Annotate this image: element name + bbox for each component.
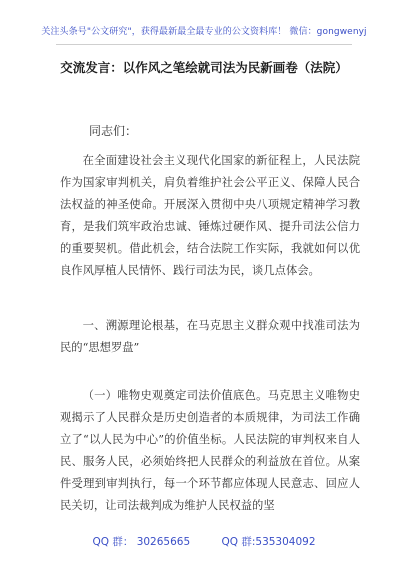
header-divider (56, 44, 352, 45)
salutation: 同志们： (89, 124, 138, 138)
footer (0, 534, 408, 549)
footer-qq-group-1: QQ 群： 30265665 (92, 536, 191, 548)
section-heading: 一、溯源理论根基，在马克思主义群众观中找准司法为民的“思想罗盘” (60, 319, 360, 354)
document-title: 交流发言：以作风之笔绘就司法为民新画卷（法院） (60, 60, 348, 75)
paragraph-subsection: （一）唯物史观奠定司法价值底色。马克思主义唯物史观揭示了人民群众是历史创造者的本质规律，为司法工作确立了“以人民为中心”的价值坐标。人民法院的审判权来自人民、服务人民，必须始终把人民群众的利益放在首位。从案件受理到审判执行，每一个环节都应体现人民意志、回应人民关切，让司法裁判成为维护人民权益的坚 (60, 389, 360, 512)
footer-qq-group-2: QQ 群:535304092 (221, 536, 316, 548)
header-note: 关注头条号"公文研究"，获得最新最全最专业的公文资料库！ 微信：gongwenyj (41, 27, 367, 37)
paragraph-intro: 在全面建设社会主义现代化国家的新征程上，人民法院作为国家审判机关，肩负着维护社会公平正义、保障人民合法权益的神圣使命。开展深入贯彻中央八项规定精神学习教育，是我们筑牢政治忠诚、锤炼过硬作风、提升司法公信力的重要契机。借此机会，结合法院工作实际，我就如何以优良作风厚植人民情怀、践行司法为民，谈几点体会。 (60, 154, 360, 277)
